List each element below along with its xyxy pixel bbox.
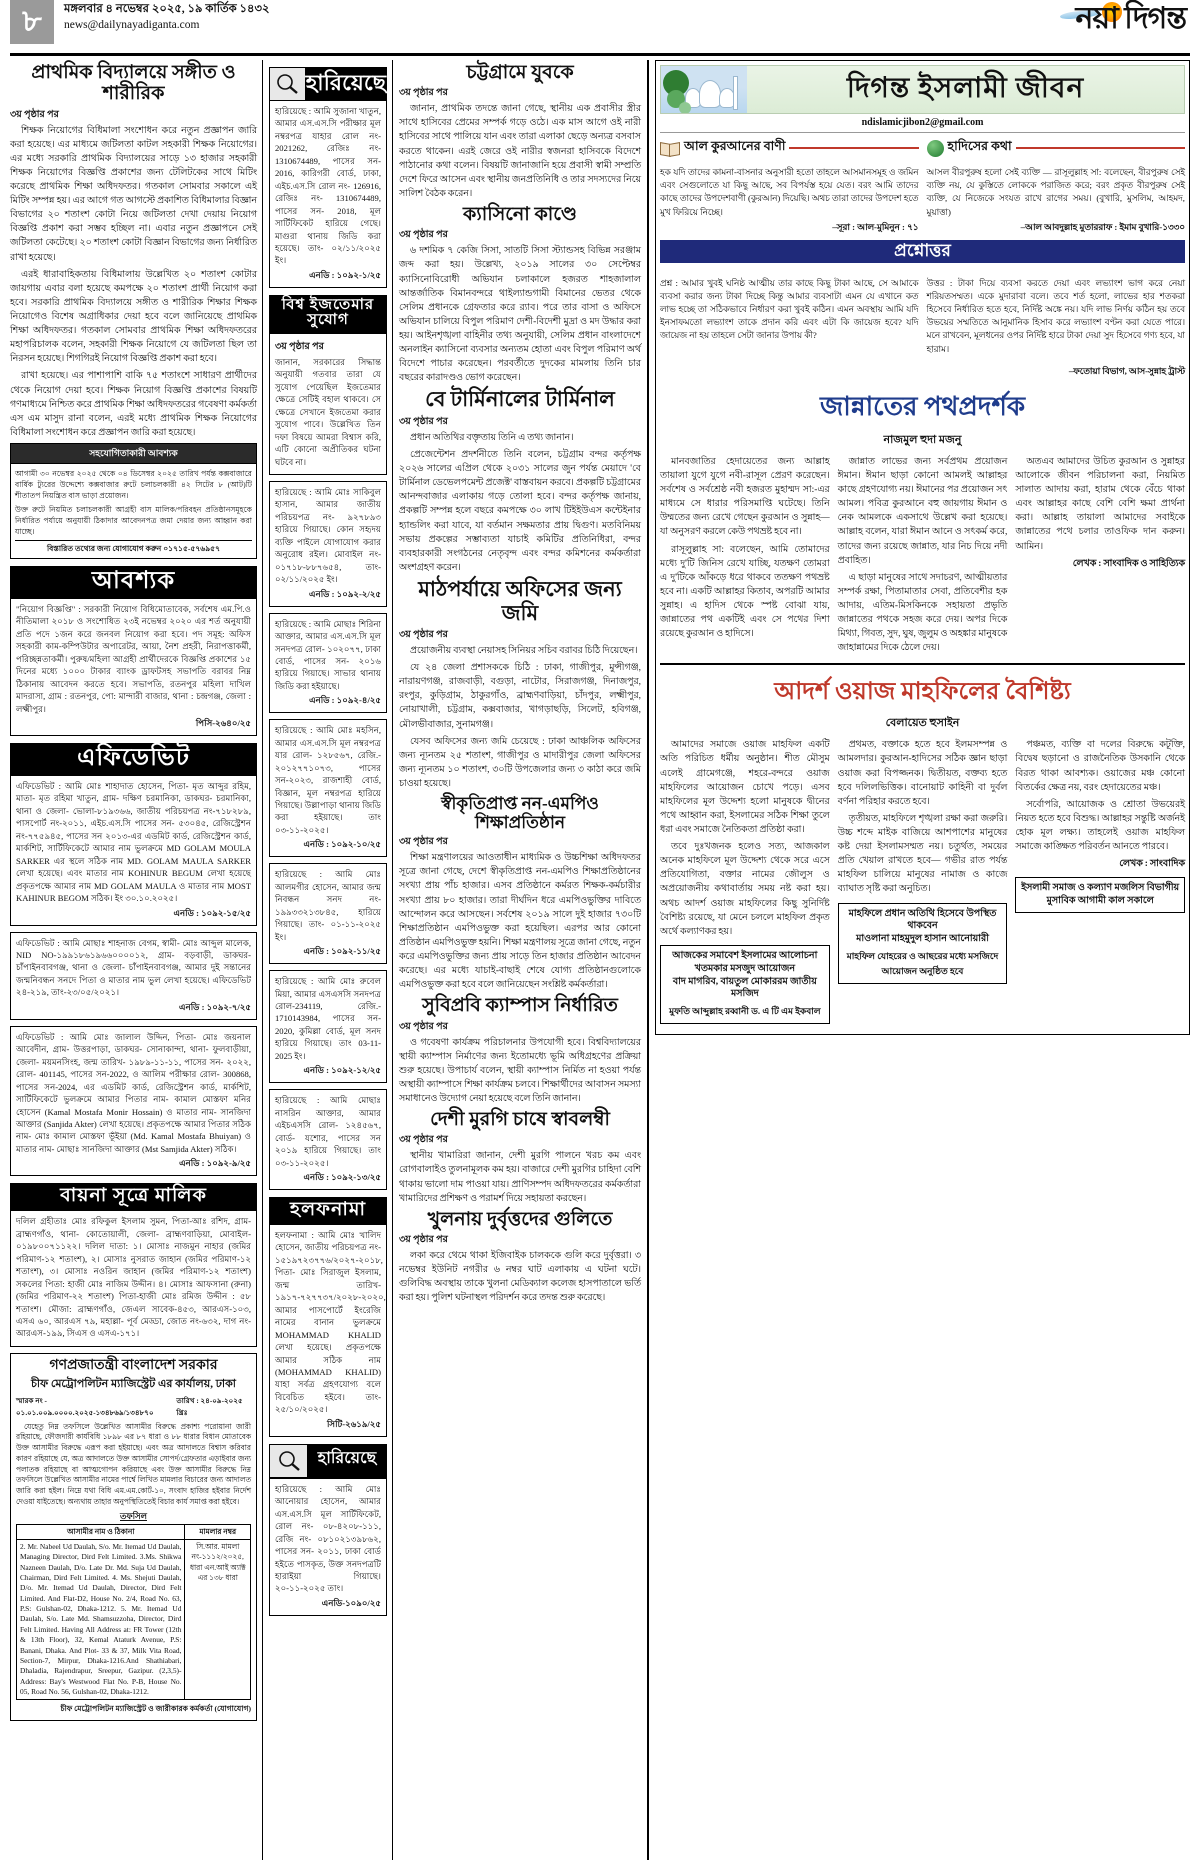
ad-reference: এনডি-১০৯০/২৫ xyxy=(321,1597,381,1608)
feature-byline-jannat: নাজমুল হুদা মজনু xyxy=(883,433,962,446)
ad-reference: এনডি : ১০৯২-১/২৫ xyxy=(309,269,381,280)
ad-bayna xyxy=(10,1210,257,1347)
column-lost-found xyxy=(269,60,393,1860)
jump-line: ৩য় পৃষ্ঠার পর xyxy=(275,341,324,352)
ad-lost xyxy=(269,970,387,1083)
section-divider xyxy=(660,663,1185,665)
article-paragraph: প্রেজেন্টেশন প্রদর্শনীতে তিনি বলেন, চট্টগ্রাম বন্দর কর্তৃপক্ষ ২০২৬ সালের এপ্রিল থেকে ২০৩১ সালের জুন পর্যন্ত মেয়াদে 'বে টার্মিনাল ডেভেলপমেন্ট প্রজেক্ট' বাস্তবায়ন করবে। প্রকল্পটি চট্টগ্রামের আনন্দবাজার এলাকায় গড়ে তোলা হবে। বন্দর কর্তৃপক্ষ জানায়, প্রকল্পটি সম্পন্ন হলে বছরে কমপক্ষে ৩০ লাখ টিইইউএস কন্টেইনার হ্যান্ডলিং করা যাবে, যা বর্তমান সক্ষমতার প্রায় দ্বিগুণ। মতবিনিময় সভায় প্রকল্পের সম্ভাব্যতা যাচাই কমিটির প্রতিনিধিরা, বন্দর ব্যবহারকারী সংগঠনের নেতৃবৃন্দ এবং বন্দর কমিশনের কর্মকর্তারা অংশগ্রহণ করেন। xyxy=(399,450,641,573)
ad-affidavit xyxy=(10,1026,257,1177)
ad-lost xyxy=(269,863,387,964)
quran-label: আল কুরআনের বাণী xyxy=(684,139,786,153)
govt-signoff: চীফ মেট্রোপলিটন ম্যাজিস্ট্রেট ও জারীকারক কর্মকর্তা (যোগাযোগ) xyxy=(60,1704,251,1714)
open-book-icon xyxy=(660,141,680,155)
cell-accused-name: 2. Mr. Nabeel Ud Daulah, S/o. Mr. Itemad Ud Daulah, Managing Director, Dird Felt Limited. 3.Ms. Shikwa Nazneen Daulah, D/o. Late Dr. Md. Suja Ud Daulah, Chairman, Dird Felt Limited. 4. Ms. Shejuti Daulah, D/o. Mr. Itemad Ud Daulah, Director, Dird Felt Limited. And Flat-D2, House No. 2/4, Road No. 63, P.S: Gulshan-02, Dhaka-1212. 5. Mr. Itemad Ud Daulah, S/o. Late Md. Shamsuzzoha, Director, Dird Felt Limited. Having All Address at: FR Tower (12th & 13th Floor), 32, Kemal Ataturk Avenue, P.S: Banani, Dhaka. And Plot- 33 & 37, Milk Vita Road, Section-7, Mirpur, Dhaka-1216.And Shathiabari, Dhaladia, Rajendrapur, Sreepur, Gazipur. (2,3,5)- Address: Bay's Westwood Flat No. P-B, House No. 05, Road No. 56, Gulshan-02, Dhaka-1212. xyxy=(17,1539,185,1699)
masthead-meta xyxy=(64,0,269,33)
brand-name: নয়া দিগন্ত xyxy=(1075,2,1186,35)
govt-notice xyxy=(10,1353,257,1721)
dome-icon xyxy=(699,80,721,108)
hadith-block xyxy=(927,163,1186,234)
feature-title-jannat: জান্নাতের পথপ্রদর্শক xyxy=(819,391,1026,421)
article-paragraph: যে ২৪ জেলা প্রশাসককে চিঠি : ঢাকা, গাজীপুর, মুন্সীগঞ্জ, নারায়ণগঞ্জ, রাজবাড়ী, বগুড়া, নাটোর, সিরাজগঞ্জ, দিনাজপুর, রংপুর, কুড়িগ্রাম, ঠাকুরগাঁও, ব্রাহ্মণবাড়িয়া, চাঁদপুর, লক্ষ্মীপুর, নোয়াখালী, চট্টগ্রাম, কক্সবাজার, খাগড়াছড়ি, সিলেট, হবিগঞ্জ, মৌলভীবাজার, সুনামগঞ্জ। xyxy=(399,663,641,730)
ad-text: হারিয়েছে : আমি মোছাঃ নাসরিন আক্তার, আমার এইচএসসি রোল- ১২৪৫৬৭, বোর্ড- যশোর, পাসের সন ২০১৯ হারিয়ে গিয়াছে। তাং ০৩-১১-২০২৫। xyxy=(275,1095,381,1168)
tender-line: উক্ত রুটে নিয়মিত চলাচলকারী আগ্রহী বাস মালিক/পরিবহন প্রতিষ্ঠানসমূহকে নির্ধারিত পর্যায়ে অনুযায়ী ঠিকাদার আবেদনপত্র জমা দেয়ার জন্য আহ্বান করা যাচ্ছে। xyxy=(15,504,252,536)
event-line: আজকের সমাবেশ ইসলামের আলোচনা xyxy=(672,950,818,961)
feature-col xyxy=(1015,738,1185,1030)
feature-col xyxy=(660,455,830,659)
event-line: খতমকার মসজুদ আয়োজন xyxy=(694,963,796,974)
table-header-row xyxy=(17,1524,251,1539)
page-masthead xyxy=(10,0,1190,52)
hadith-badge-icon xyxy=(927,140,944,157)
feature-col xyxy=(838,738,1008,1030)
banner-bish-ijtema: বিশ্ব ইজতেমার সুযোগ xyxy=(269,295,387,333)
feature-byline-waz: বেলায়েত হুসাইন xyxy=(885,717,960,730)
ad-reference: এনডি : ১০৯২-১৫/২৫ xyxy=(173,907,251,918)
event-line: মুসাবিক আগামী কাল সকালে xyxy=(1046,896,1154,907)
article-bish-ijtema xyxy=(269,333,387,475)
banner-required: আবশ্যক xyxy=(10,566,257,598)
qa-answer: উত্তর : টাকা দিয়ে ব্যবসা করতে দেয়া এবং লভ্যাংশ ভাগ করে নেয়া শরিয়তসম্মত। একে মুদারাবা বলে। তবে শর্ত হলো, লাভের হার শতকরা হিসেবে নির্ধারিত হতে হবে, নির্দিষ্ট অঙ্কে নয়। যদি লাভ নির্ণয় কঠিন হয় তবে উভয়ের সম্মতিতে আনুমানিক হিসাব করে লভ্যাংশ বণ্টন করা যেতে পারে। মনে রাখবেন, মূলধনের ওপর নির্দিষ্ট হারে টাকা দেয়া সুদ হিসেবে গণ্য হবে, যা হারাম। xyxy=(926,277,1185,354)
ad-text: "নিয়োগ বিজ্ঞপ্তি" : সরকারী নিয়োগ বিধিমোতাবেক, সর্বশেষ এম.পি.ও নীতিমালা ২০১৮ ও সংশোধিত ২৩ই নভেম্বর ২০২০ এর শর্ত অনুযায়ী প্রতি পদে ১জন করে জনবল নিয়োগ করা হবে। পদ সমূহ: অফিস সহকারী কাম-কম্পিউটার অপারেটর, আয়া, নৈশ প্রহরী, নিরাপত্তাকর্মী, পরিচ্ছন্নতাকর্মী। পুরুষ/মহিলা আগ্রহী প্রার্থীদেরকে বিজ্ঞপ্তি প্রকাশের ১৫ দিনের মধ্যে ১০০০ টাকার ব্যাংক ড্রাফটসহ সভাপতি বরাবর নিম্ন ঠিকানায় আবেদন করতে হবে। সভাপতি, রতনপুর মহিলা দাখিল মাদরাসা, গ্রাম : রতনপুর, পো: মান্দারী বাজার, থানা : চন্দ্রগঞ্জ, জেলা : লক্ষ্মীপুর। xyxy=(16,603,251,714)
lost-found-title: হারিয়েছে xyxy=(305,69,386,95)
article-paragraph: জানান, প্রাথমিক তদন্তে জানা গেছে, স্থানীয় এক প্রবাসীর স্ত্রীর সাথে হাসিবের প্রেমের সম্পর্ক গড়ে ওঠে। এক মাস আগে ওই নারী হাসিবের সাথে পালিয়ে যান এবং তারা এলাকা ছেড়ে অন্যত্র বসবাস করতে থাকেন। এরই জেরে ওই নারীর স্বজনরা হাসিবকে বিদেশে পাঠানোর কথা বলেন। বিষয়টি জানাজানি হয়ে প্রবাসী স্বামী সম্প্রতি দেশে ফিরে আসেন এবং স্থানীয় জনপ্রতিনিধি ও তার সদস্যদের নিয়ে সালিশ বৈঠক করেন। xyxy=(399,104,641,199)
islamic-section xyxy=(655,60,1190,1860)
hadith-source: –আল আবদুল্লাহ মুতাররাফ : ইমাম বুখারি-১৩৩০ xyxy=(1020,221,1185,232)
govt-title: গণপ্রজাতন্ত্রী বাংলাদেশ সরকার xyxy=(49,1357,218,1373)
hadith-label: হাদিসের কথা xyxy=(947,139,1012,153)
govt-subtitle: চীফ মেট্রোপলিটন ম্যাজিস্ট্রেট এর কার্যালয়, ঢাকা xyxy=(30,1377,237,1390)
newsroom-email: news@dailynayadiganta.com xyxy=(64,18,200,31)
article-paragraph: এরই ধারাবাহিকতায় বিধিমালায় উল্লেখিত ২০ শতাংশ কোটার জায়গায় এবার বলা হয়েছে কমপক্ষে ২০ শতাংশ প্রার্থী নিয়োগ করা হবে। সরকারি প্রাথমিক বিদ্যালয়ে সঙ্গীত ও শারীরিক শিক্ষার শিক্ষক নিয়োগেও বিশেষ অগ্রাধিকার দেয়া হবে বলে জানিয়েছে প্রাথমিক শিক্ষা অধিদফতর। গতকাল সোমবার প্রাথমিক শিক্ষা অধিদফতরের মহাপরিচালক বলেন, সহকারী শিক্ষক নিয়োগে যে জটিলতা ছিল তা নিরসন হয়েছে। শিগগিরই নিয়োগ বিজ্ঞপ্তি প্রকাশ করা হবে। xyxy=(10,269,257,365)
feature-title-waz: আদর্শ ওয়াজ মাহফিলের বৈশিষ্ট্য xyxy=(774,679,1071,706)
feature-author-note: লেখক : সাংবাদিক ও সাহিত্যিক xyxy=(1072,558,1186,569)
ad-affidavit xyxy=(10,932,257,1020)
rule-line xyxy=(789,147,918,149)
ad-reference: এনডি : ১০৯২-১১/২৫ xyxy=(303,946,381,957)
event-line: বাদ মাগরিব, বায়তুল মোকাররম জাতীয় মসজিদ xyxy=(672,976,817,1000)
article-paragraph: শিক্ষক নিয়োগের বিধিমালা সংশোধন করে নতুন প্রজ্ঞাপন জারি করা হয়েছে। এর মাধ্যমে জটিলতা কাটল সহকারী শিক্ষক নিয়োগের। এর মধ্যে সরকারি প্রাথমিক বিদ্যালয়ের সাড়ে ১৩ হাজার সহকারী শিক্ষক নিয়োগের বিজ্ঞপ্তি প্রকাশের জন্য টেলিটকের সাথে মিটিং করেছে প্রাথমিক শিক্ষা অধিদফতর। গতকাল সোমবার সকালে এই মিটিং সম্পন্ন হয়। এর আগে গত আগস্টে প্রকাশিত বিধিমালার বিজ্ঞান বিভাগের ২০ শতাংশ কোটা নিয়ে জটিলতা দেখা দেয়ায় নিয়োগ বিজ্ঞপ্তি প্রকাশ করা সম্ভব হচ্ছিল না। এবার নতুন প্রজ্ঞাপনে সেই জটিলতা কেটেছে। ২০ শতাংশ কোটা বিজ্ঞান বিভাগের জন্য নির্ধারিত রাখা হয়েছে। xyxy=(10,125,257,263)
islamic-verse-row xyxy=(660,163,1185,234)
page-columns xyxy=(10,60,1190,1860)
feature-paragraph: এ ছাড়া মানুষের সাথে সদাচরণ, আত্মীয়তার সম্পর্ক রক্ষা, পিতামাতার সেবা, প্রতিবেশীর হক আদায়, এতিম-মিসকিনকে সহায়তা প্রভৃতি জান্নাতের পথকে সহজ করে দেয়। অপর দিকে মিথ্যা, গিবত, সুদ, ঘুষ, জুলুম ও অহঙ্কার মানুষকে জাহান্নামের দিকে ঠেলে দেয়। xyxy=(837,572,1008,654)
islamic-section-title: দিগন্ত ইসলামী জীবন xyxy=(846,73,1085,104)
feature-paragraph: রাসূলুল্লাহ সা: বলেছেন, আমি তোমাদের মধ্যে দু'টি জিনিস রেখে যাচ্ছি, যতক্ষণ তোমরা এ দু'টিকে আঁকড়ে ধরে থাকবে ততক্ষণ পথভ্রষ্ট হবে না। একটি আল্লাহর কিতাব, অপরটি আমার সুন্নাহ। এ হাদিস থেকে স্পষ্ট বোঝা যায়, জান্নাতের পথ একটিই এবং সে পথের দিশা রয়েছে কুরআন ও হাদিসে। xyxy=(660,544,830,640)
headline-khulna-shooting: খুলনায় দুর্বৃত্তদের গুলিতে xyxy=(427,1208,613,1230)
ad-text: হারিয়েছে : আমি মোছাঃ শিরিনা আক্তার, আমার এস.এস.সি মূল সনদপত্র রোল- ১০২০৭৭, ঢাকা বোর্ড, পাসের সন- ২০১৬ হারিয়ে গিয়াছে। সাভার থানায় জিডি করা হইয়াছে। xyxy=(275,618,381,691)
ad-text: এফিডেভিট : আমি মোঃ জালাল উদ্দিন, পিতা- মোঃ জয়নাল আবেদীন, গ্রাম- উত্তরপাড়া, ডাকঘর- সোনাকান্দা, থানা- ফুলবাড়ীয়া, জেলা- ময়মনসিংহ, জন্ম তারিখ- ১৯৮৯-১১-১১, পাসের সন- ২০২২, রোল- 401145, পাসের সন-2022, ও আলিম পরীক্ষার রোল- 300868, পাসের সন-2024, এর এডমিট কার্ড, রেজিস্ট্রেশন কার্ড, মার্কশিট, সার্টিফিকেটে ভুলক্রমে আমার পিতার নাম- কামাল মোস্তফা মনির হোসেন (Kamal Mostafa Monir Hossain) ও মাতার নাম- সানজিদা আক্তার (Sanjida Akter) লেখা হয়েছে। প্রকৃতপক্ষে আমার পিতার সঠিক নাম- মোঃ কামাল মোস্তফা ভূঁইয়া (Md. Kamal Mostafa Bhuiyan) ও মাতার নাম- মোছাঃ সানজিদা আক্তার (Mst Samjida Akter) সঠিক। xyxy=(16,1031,251,1154)
jump-line: ৩য় পৃষ্ঠার পর xyxy=(399,630,448,641)
ad-text: হারিয়েছে : আমি মোঃ আলমগীর হোসেন, আমার জন্ম নিবন্ধন সনদ নং- ১৯৯৩৩২১৩৮৪৫, হারিয়ে গিয়াছে। তাং- ০১-১১-২০২৫ ইং। xyxy=(275,869,381,942)
ad-reference: এনডি : ১০৯২-২/২৫ xyxy=(309,588,381,599)
qa-body xyxy=(660,268,1185,378)
feature-paragraph: তবে দুঃখজনক হলেও সত্য, আজকাল অনেক মাহফিলে মূল উদ্দেশ্য থেকে সরে এসে প্রতিযোগিতা, বক্তার নামের জৌলুস ও অপ্রয়োজনীয় কথাবার্তায় সময় নষ্ট করা হয়। অথচ আদর্শ ওয়াজ মাহফিলের কিছু সুনির্দিষ্ট বৈশিষ্ট্য রয়েছে, যা মেনে চললে মাহফিল প্রকৃত অর্থে কল্যাণকর হয়। xyxy=(660,842,830,937)
event-line: মাওলানা মাহমুদুল হাসান আনোয়ারী xyxy=(856,934,989,945)
govt-memo-date: তারিখ : ২৪-০৯-২০২৫ খ্রিঃ xyxy=(176,1396,243,1417)
magnifier-icon xyxy=(270,68,306,100)
page-number: ৮ xyxy=(10,0,54,44)
jump-line: ৩য় পৃষ্ঠার পর xyxy=(399,416,448,427)
jump-line: ৩য় পৃষ্ঠার পর xyxy=(399,1135,448,1146)
article-paragraph: লকা করে থেমে থাকা ইজিবাইক চালককে গুলি করে দুর্বৃত্তরা। ৩ নভেম্বর ইউনিট নগরীর ৬ নম্বর ঘাট এলাকায় এ ঘটনা ঘটে। গুলিবিদ্ধ অবস্থায় তাকে খুলনা মেডিক্যাল কলেজ হাসপাতালে ভর্তি করা হয়। পুলিশ ঘটনাস্থল পরিদর্শন করে তদন্ত শুরু করেছে। xyxy=(399,1251,641,1304)
ad-affidavit xyxy=(10,775,257,926)
ad-reference: সিটি-২৬১৯/২৫ xyxy=(326,1418,381,1429)
article-paragraph: ৬ দশমিক ৭ কেজি সিসা, সাতটি সিসা স্ট্যান্ডসহ বিভিন্ন সরঞ্জাম জব্দ করা হয়। উল্লেখ্য, ২০১৯ সালের ৩০ সেপ্টেম্বর ক্যাসিনোবিরোধী অভিযান চলাকালে হজরত শাহজালাল আন্তর্জাতিক বিমানবন্দরে থাইল্যান্ডগামী বিমানের ভেতর থেকে সেলিম প্রধানকে গ্রেফতার করে র‌্যাব। পরে তার বাসা ও অফিসে অভিযান চালিয়ে বিপুল পরিমাণ দেশী-বিদেশী মুদ্রা ও মদ উদ্ধার করা হয়। আইনশৃঙ্খলা বাহিনীর তথ্য অনুযায়ী, সেলিম প্রধান বাংলাদেশে অনলাইন ক্যাসিনো ব্যবসার অন্যতম হোতা এবং বিপুল পরিমাণ অর্থ বিদেশে পাচার করেছেন। পরবর্তীতে দুদকের মামলায় তিনি চার বছরের কারাদণ্ডও ভোগ করেছেন। xyxy=(399,246,641,384)
banner-bayna: বায়না সূত্রে মালিক xyxy=(10,1183,257,1210)
feature-paragraph: সর্বোপরি, আয়োজক ও শ্রোতা উভয়েরই নিয়ত হতে হবে বিশুদ্ধ। আল্লাহর সন্তুষ্টি অর্জনই হোক মূল লক্ষ্য। তাহলেই ওয়াজ মাহফিল সমাজে কাঙ্ক্ষিত পরিবর্তন আনতে পারবে। xyxy=(1015,799,1186,853)
ad-lost xyxy=(269,481,387,607)
ad-text: হলফনামা : আমি মোঃ খালিদ হোসেন, জাতীয় পরিচয়পত্র নং- ১৫১৯৭২৩৭৭৬/২০২৭-২০১৮, পিতা- মোঃ সিরাজুল ইসলাম, জন্ম তারিখ- ১৯১৭-৭২৭৭৩৭/২০২৮-২০২০, আমার পাসপোর্টে ইংরেজি নামের বানান ভুলক্রমে MOHAMMAD KHALID লেখা হয়েছে। প্রকৃতপক্ষে আমার সঠিক নাম (MOHAMMAD KHALID) যাহা সর্বত্র গ্রহণযোগ্য বলে বিবেচিত হইবে। তাং- ২৫/১০/২০২৫। xyxy=(275,1230,386,1415)
islamic-header xyxy=(660,65,1185,114)
tender-line: আগামী ৩০ নভেম্বর ২০২৫ থেকে ০৪ ডিসেম্বর ২০২৫ তারিখ পর্যন্ত কক্সবাজারে বার্ষিক ট্যুরের উদ্দেশ্যে কক্সবাজার রুটে চলাচলকারী ৪২ সিটের ৮ (আট)টি শীতাতপ নিয়ন্ত্রিত বাস ভাড়া প্রয়োজন। xyxy=(15,468,252,500)
jump-line: ৩য় পৃষ্ঠার পর xyxy=(399,1235,448,1246)
ad-text: এফিডেভিট : আমি মোছাঃ শাহনাজ বেগম, স্বামী- মোঃ আব্দুল মালেক, NID NO-১৯৯১৮৬১৯৬৬০০০০১২, গ্রাম- বড়বাড়ী, ডাকঘর- চাঁপাইনবাবগঞ্জ, থানা ও জেলা- চাঁপাইনবাবগঞ্জ, আমার দুই সন্তানের জন্মনিবন্ধন সনদে পিতা ও মাতার নাম ভুল লেখা হয়েছে। এফিডেভিট ২৪-২১৯, তাং-২৩/০৫/২০২১। xyxy=(16,937,251,998)
ad-reference: এনডি : ১০৯২-১০/২৫ xyxy=(303,839,381,850)
tender-contact: বিস্তারিত তথ্যের জন্য যোগাযোগ করুন ০১৭১৫-৫৭৬৯৫৭ xyxy=(15,540,252,554)
ad-text: হারিয়েছে : আমি সুজানা খাতুন, আমার এস.এস.সি পরীক্ষার মূল নম্বরপত্র যাহার রোল নং- 2021262, রেজিঃ নং- 1310674489, পাসের সন- 2016, কারিগরী বোর্ড, ঢাকা, এইচ.এস.সি রোল নং- 126916, রেজিঃ নং- 1310674489, পাসের সন- 2018, মূল সার্টিফিকেট হারিয়ে গেছে। মাগুরা থানায় জিডি করা হয়েছে। তাং- ০২/১১/২০২৫ ইং। xyxy=(275,106,381,266)
feature-col xyxy=(660,738,830,1030)
schedule-caption: তফসিল xyxy=(120,1510,147,1521)
banner-halafnama: হলফনামা xyxy=(269,1197,387,1224)
hadith-subheader xyxy=(927,138,1186,158)
ad-reference: এনডি : ১০৯২-৭/২৫ xyxy=(179,1001,251,1012)
feature-paragraph: অতএব আমাদের উচিত কুরআন ও সুন্নাহর আলোকে জীবন পরিচালনা করা, নিয়মিত সালাত আদায় করা, হারাম থেকে বেঁচে থাকা এবং আল্লাহর কাছে বেশি বেশি ক্ষমা প্রার্থনা করা। আল্লাহ তায়ালা আমাদের সবাইকে জান্নাতের পথে চলার তাওফিক দান করুন। আমিন। xyxy=(1015,456,1186,552)
column-classifieds-left xyxy=(10,60,263,1860)
article-paragraph: শিক্ষা মন্ত্রণালয়ের আওতাধীন মাধ্যমিক ও উচ্চশিক্ষা অধিদফতর সূত্রে জানা গেছে, দেশে স্বীকৃতিপ্রাপ্ত নন-এমপিও শিক্ষাপ্রতিষ্ঠানের সংখ্যা প্রায় পাঁচ হাজার। এসব প্রতিষ্ঠানে কর্মরত শিক্ষক-কর্মচারীর সংখ্যা প্রায় ৮০ হাজার। তারা দীর্ঘদিন ধরে এমপিওভুক্তির দাবিতে আন্দোলন করে আসছেন। সর্বশেষ ২০১৯ সালে দুই হাজার ৭৩০টি শিক্ষাপ্রতিষ্ঠান এমপিওভুক্ত করা হয়েছিল। এরপর আর কোনো প্রতিষ্ঠান এমপিওভুক্ত হয়নি। শিক্ষা মন্ত্রণালয় সূত্রে জানা গেছে, নতুন করে এমপিওভুক্তির জন্য প্রায় সাড়ে তিন হাজার প্রতিষ্ঠান আবেদন করেছে। এর মধ্যে যাচাই-বাছাই শেষে যোগ্য প্রতিষ্ঠানগুলোকে এমপিওভুক্ত করা হবে বলে জানিয়েছেন সংশ্লিষ্ট কর্মকর্তারা। xyxy=(399,853,641,991)
ad-required xyxy=(10,598,257,736)
headline-subiprabi-campus: সুবিপ্রবি ক্যাম্পাস নির্ধারিত xyxy=(422,995,618,1017)
feature-columns-jannat xyxy=(660,455,1185,659)
feature-columns-waz xyxy=(660,738,1185,1030)
article-paragraph: ও গবেষণা কার্যক্রম পরিচালনার উপযোগী হবে। বিশ্ববিদ্যালয়ের স্থায়ী ক্যাম্পাস নির্মাণের জন্য ইতোমধ্যে ভূমি অধিগ্রহণের প্রক্রিয়া শুরু হয়েছে। উপাচার্য বলেন, স্থায়ী ক্যাম্পাস নির্মিত না হওয়া পর্যন্ত অস্থায়ী ক্যাম্পাসে শিক্ষা কার্যক্রম চলবে। শিক্ষার্থীদের আবাসন সমস্যা সমাধানেও উদ্যোগ নেয়া হয়েছে বলে তিনি জানান। xyxy=(399,1037,641,1104)
green-circle-icon xyxy=(679,102,691,113)
publication-date: মঙ্গলবার ৪ নভেম্বর ২০২৫, ১৯ কার্তিক ১৪৩২ xyxy=(64,3,270,15)
article-text: জানান, সরকারের সিদ্ধান্ত অনুযায়ী গতবার তারা যে সুযোগ পেয়েছিল ইজতেমার ক্ষেত্রে সেটিই বহাল থাকবে। সে ক্ষেত্রে সেখানে ইজতেমা করার সুযোগ পাবে। উল্লেখিত তিন দফা বিষয়ে আমরা বিশ্বাস করি, এটি কোনো অপ্রীতিকর ঘটনা ঘটবে না। xyxy=(275,356,381,467)
event-notice-box xyxy=(660,945,830,1024)
ad-text: এফিডেভিট : আমি মোঃ শাহাদাত হোসেন, পিতা- মৃত আব্দুর রহিম, মাতা- মৃত রহিমা খাতুন, গ্রাম- দক্ষিণ চরমানিকা, ডাকঘর- চরমানিকা, থানা ও জেলা- ভোলা-৮১৯৩৬৬, জাতীয় পরিচয়পত্র নং-৭১৮২৮৯, পাসপোর্ট নং-২০১১, এইচ.এস.সি পাসের সন- ৫৩০৪৫, রেজিস্ট্রেশন নং-৭৭৫৯৪৫, পাসের সন ২০১৩-এর এডমিট কার্ড, রেজিস্ট্রেশন কার্ড, মার্কশিট, সার্টিফিকেটে আমার নাম ভুলক্রমে MD GOLAM MOULA SARKER এর স্থলে সঠিক নাম MD. GOLAM MAULA SARKER লেখা হয়েছে। এবং মাতার নাম KOHINUR BEGUM লেখা হয়েছে প্রকৃতপক্ষে আমার নাম MD GOLAM MAULA ও মাতার নাম MOST KAHINUR BEGOM সঠিক। ইং ৩০.১০.২০২৫। xyxy=(16,781,251,904)
govt-memo-number: স্মারক নং - ০১.০১.০০৯.০০০০.২০২৫-১৩৪৮৬৯/১৩৪৮৭০ xyxy=(16,1396,154,1417)
ad-halafnama xyxy=(269,1224,387,1437)
qa-signature: –ফতোয়া বিভাগ, আস-সুন্নাহ ট্রাস্ট xyxy=(1068,365,1185,376)
jump-line: ৩য় পৃষ্ঠার পর xyxy=(399,230,448,241)
headline-primary-education: প্রাথমিক বিদ্যালয়ে সঙ্গীত ও শারীরিক xyxy=(31,62,236,105)
cell-case-number: সি.আর. মামলা নং-১১১২/২০২৫, ধারা এন.আই অ্যাক্ট এর ১৩৮ ধারা xyxy=(185,1539,251,1699)
event-line: মাহফিলে প্রধান অতিথি হিসেবে উপস্থিত থাকবেন xyxy=(848,908,997,932)
article-paragraph: প্রধান অতিথির বক্তৃতায় তিনি এ তথ্য জানান। xyxy=(410,432,574,443)
headline-casino: ক্যাসিনো কাণ্ডে xyxy=(462,204,578,226)
tender-notice-title: সহযোগিতাকারী আবশ্যক xyxy=(10,443,257,464)
article-paragraph: রাখা হয়েছে। এর পাশাপাশি বাকি ৭৫ শতাংশে সাধারণ প্রার্থীদের থেকে নিয়োগ দেয়া হবে। শিক্ষক নিয়োগ বিজ্ঞপ্তি প্রকাশের বিষয়টি গণমাধ্যমে নিশ্চিত করে প্রাথমিক শিক্ষা অধিদফতরের গবেষণা কর্মকর্তা এস এম মাসুদ রানা বলেন, এরই মধ্যে প্রাথমিক শিক্ষক নিয়োগের বিধিমালা সংশোধন করে প্রজ্ঞাপন জারি করা হয়েছে। xyxy=(10,371,257,438)
ad-lost xyxy=(269,1478,387,1616)
table-row xyxy=(17,1539,251,1699)
feature-col xyxy=(838,455,1008,659)
magnifier-icon xyxy=(270,1445,308,1477)
ad-text: হারিয়েছে : আমি মোঃ সাকিবুল হাসান, আমার জাতীয় পরিচয়পত্র নং- ৯২৭৮৯৩ হারিয়ে গিয়াছে। কোন সহৃদয় ব্যক্তি পাইলে যোগাযোগ করার অনুরোধ রইল। মোবাইল নং- ০১৭১৮-৮৮৭৬৫৪, তাং- ০২/১১/২০২৫ ইং। xyxy=(275,486,381,585)
headline-non-mpo: স্বীকৃতিপ্রাপ্ত নন-এমপিও শিক্ষাপ্রতিষ্ঠান xyxy=(441,794,599,833)
ad-reference: এনডি : ১০৯২-১৩/২৫ xyxy=(303,1172,381,1182)
govt-memo-row xyxy=(16,1396,251,1420)
ad-lost xyxy=(269,1089,387,1190)
col-header-name: আসামীর নাম ও ঠিকানা xyxy=(17,1524,185,1539)
lost-found-title: হারিয়েছে xyxy=(317,1450,377,1468)
headline-bay-terminal: বে টার্মিনালের টার্মিনাল xyxy=(425,387,615,412)
tender-notice-body xyxy=(10,464,257,559)
banner-lost-found-2 xyxy=(269,1444,387,1478)
rule-line xyxy=(1016,147,1185,149)
feature-paragraph: পঞ্চমত, ব্যক্তি বা দলের বিরুদ্ধে কটূক্তি, বিদ্বেষ ছড়ানো ও রাজনৈতিক উসকানি থেকে বিরত থাকা আবশ্যক। ওয়াজের মঞ্চ কোনো বিতর্কের ক্ষেত্র নয়, বরং হেদায়েতের মঞ্চ। xyxy=(1015,740,1186,793)
article-paragraph: যেসব অফিসের জন্য জমি চেয়েছে : ঢাকা আঞ্চলিক অফিসের জন্য ন্যূনতম ২৫ শতাংশ, গাজীপুর ও মাদারীপুর জেলা অফিসের জন্য ন্যূনতম ১০ শতাংশ, ৩০টি উপজেলার জন্য ৩ কাঠা করে জমি চাওয়া হয়েছে। xyxy=(399,736,641,790)
brand-logo xyxy=(1076,4,1186,34)
qa-bar-title: প্রশ্নোত্তর xyxy=(660,240,1185,263)
ad-lost xyxy=(269,613,387,714)
ad-lost xyxy=(269,719,387,857)
ad-reference: এনডি : ১০৯২-১২/২৫ xyxy=(303,1065,381,1076)
feature-paragraph: আমাদের সমাজে ওয়াজ মাহফিল একটি অতি পরিচিত ধর্মীয় অনুষ্ঠান। শীত মৌসুম এলেই গ্রামেগঞ্জে, শহরে-বন্দরে ওয়াজ মাহফিলের আয়োজন চোখে পড়ে। এসব মাহফিলের মূল উদ্দেশ্য হলো মানুষকে দ্বীনের পথে আহ্বান করা, ইসলামের সঠিক শিক্ষা তুলে ধরা এবং সমাজে নৈতিকতা প্রতিষ্ঠা করা। xyxy=(660,740,830,836)
islamic-subheaders xyxy=(660,138,1185,158)
quran-verse-text: হক যদি তাদের কামনা-বাসনার অনুসারী হতো তাহলে আসমানসমূহ ও জমিন এবং সেগুলোতে যা কিছু আছে, সব বিপর্যস্ত হয়ে যেত। বরং আমি তাদের কাছে তাদের উপদেশবাণী (কুরআন) দিয়েছি। অথচ তারা তাদের উপদেশ হতে মুখ ফিরিয়ে নিচ্ছে। xyxy=(660,167,919,217)
article-paragraph: প্রয়োজনীয় ব্যবস্থা নেয়াসহ সিনিয়র সচিব বরাবর চিঠি দিয়েছেন। xyxy=(410,646,638,657)
quran-subheader xyxy=(660,138,919,158)
event-speaker: মুফতি আব্দুল্লাহ রব্বানী ড. এ টি এম ইকবাল xyxy=(669,1006,821,1017)
banner-lost-found xyxy=(269,67,387,101)
islamic-masthead-box xyxy=(655,60,1190,1035)
quran-verse-block xyxy=(660,163,919,234)
ad-lost xyxy=(269,101,387,288)
islamic-section-email: ndislamicjibon2@gmail.com xyxy=(660,114,1185,133)
accused-table xyxy=(16,1524,251,1701)
masthead-divider xyxy=(10,53,1190,56)
minaret-icon xyxy=(733,76,738,110)
feature-col xyxy=(1015,455,1185,659)
article-paragraph: স্থানীয় খামারিরা জানান, দেশী মুরগি পালনে খরচ কম এবং রোগবালাইও তুলনামূলক কম হয়। বাজারে দেশী মুরগির চাহিদা বেশি থাকায় ভালো দাম পাওয়া যায়। প্রাণিসম্পদ অধিদফতরের কর্মকর্তারা খামারিদের প্রশিক্ষণ ও পরামর্শ দিয়ে সহায়তা করছেন। xyxy=(399,1151,641,1204)
jump-line: ৩য় পৃষ্ঠার পর xyxy=(399,88,448,99)
ad-reference: এনডি : ১০৯২-৪/২৫ xyxy=(309,695,381,706)
ad-text: হারিয়েছে : আমি মোঃ রুবেল মিয়া, আমার এসএসসি সনদপত্র রোল-234119, রেজি.- 1710143984, পাসের সন- 2020, কুমিল্লা বোর্ড, মূল সনদ হারিয়ে গিয়াছে। তাং 03-11-2025 ইং। xyxy=(275,976,381,1061)
event-notice-box xyxy=(838,903,1008,984)
event-speaker: মাহফিল যোহরের ও আছরের মধ্যে মসজিদে আয়োজন অনুষ্ঠিত হবে xyxy=(846,951,999,977)
feature-paragraph: প্রথমত, বক্তাকে হতে হবে ইলমসম্পন্ন ও আমলদার। কুরআন-হাদিসের সঠিক জ্ঞান ছাড়া ওয়াজ করা বিপজ্জনক। দ্বিতীয়ত, বক্তব্য হতে হবে দলিলভিত্তিক। বানোয়াট কাহিনী বা দুর্বল বর্ণনা পরিহার করতে হবে। xyxy=(837,740,1008,807)
banner-affidavit: এফিডেভিট xyxy=(10,743,257,775)
jump-line: ৩য় পৃষ্ঠার পর xyxy=(399,837,448,848)
quran-source: –সূরা : আল-মুমিনুন : ৭১ xyxy=(832,221,919,232)
event-notice-box xyxy=(1015,877,1185,913)
event-line: ইসলামী সমাজ ও কল্যাণ মজলিস বিভাগীয় xyxy=(1021,883,1180,894)
jump-line: ৩য় পৃষ্ঠার পর xyxy=(399,1021,448,1032)
feature-paragraph: তৃতীয়ত, মাহফিলে শৃঙ্খলা রক্ষা করা জরুরি। উচ্চ শব্দে মাইক বাজিয়ে আশপাশের মানুষের কষ্ট দেয়া ইসলামসম্মত নয়। চতুর্থত, সময়ের প্রতি খেয়াল রাখতে হবে— গভীর রাত পর্যন্ত মাহফিল চালিয়ে মানুষের নামাজ ও কাজে ব্যাঘাত সৃষ্টি করা অনুচিত। xyxy=(837,813,1008,895)
headline-field-office-land: মাঠপর্যায়ে অফিসের জন্য জমি xyxy=(418,577,622,625)
column-news-jumps xyxy=(399,60,649,1860)
hadith-text: আসল বীরপুরুষ হলো সেই ব্যক্তি — রাসূলুল্লাহ সা: বলেছেন, বীরপুরুষ সেই ব্যক্তি নয়, যে কুস্তিতে লোককে পরাজিত করে; বরং প্রকৃত বীরপুরুষ সেই ব্যক্তি, যে নিজেকে সংযত রাখে রাগের সময়। (বুখারি, মুসলিম, আহমদ, মুয়াত্তা) xyxy=(926,167,1185,217)
feature-paragraph: জান্নাত লাভের জন্য সর্বপ্রথম প্রয়োজন ঈমান। ঈমান ছাড়া কোনো আমলই আল্লাহর কাছে গ্রহণযোগ্য নয়। ঈমানের পর প্রয়োজন সৎ আমল। পবিত্র কুরআনে বহু জায়গায় ঈমান ও নেক আমলকে একসাথে উল্লেখ করা হয়েছে। আল্লাহ বলেন, যারা ঈমান আনে ও সৎকর্ম করে, তাদের জন্য রয়েছে জান্নাত, যার নিচ দিয়ে নদী প্রবাহিত। xyxy=(837,456,1008,566)
ad-reference: এনডি : ১০৯২-৯/২৫ xyxy=(179,1158,251,1169)
ad-reference: পিসি-২৬৪০/২৫ xyxy=(195,718,251,729)
headline-chittagong: চট্টগ্রামে যুবকে xyxy=(466,62,574,83)
col-header-case: মামলার নম্বর xyxy=(185,1524,251,1539)
ad-text: হারিয়েছে : আমি মোঃ আনোয়ার হোসেন, আমার এস.এস.সি মূল সার্টিফিকেট, রোল নং- ০৮-৪২০৮-১১১, রেজি নং- ০৮১০২১৩৯৮৬২, পাসের সন- ২০১১, ঢাকা বোর্ড হইতে পাসকৃত, উক্ত সনদপত্রটি হারাইয়া গিয়াছে। ২০-১১-২০২৫ তাং। xyxy=(275,1483,381,1594)
ad-text: দলিল গ্রহীতাঃ মোঃ রফিকুল ইসলাম সুমন, পিতা-আঃ রশিদ, গ্রাম- ব্রাহ্মণগাঁও, থানা- কোতোয়ালী, জেলা- ব্রাহ্মণবাড়িয়া, মোবাইল- ০১৯৮০০৭১১২২। দলিল দাতা: ১। মোসাঃ নাজমুন নাহার (জমির পরিমাণ-১২ শতাংশ), ২। মোসাঃ নুসরাত জাহান (জমির পরিমাণ-১২ শতাংশ), ৩। মোসাঃ নওরিন জাহান (জমির পরিমাণ-১২ শতাংশ) সকলের পিতা: হাজী মোঃ নাজিম উদ্দীন। ৪। মোসাঃ আফসানা (রুনা) (জমির পরিমাণ-২২ শতাংশ) পিতা-হাজী মোঃ রমিজ উদ্দীন : ৫৮ শতাংশ। মৌজা: ব্রাহ্মণগাঁও, জেএল সাবেক-৪৫৩, আরএস-১০৩, এসএ ৬০, আরএস ৭৯, মহাল্লা- পূর্ব মেড্ডা, জোত নং-৬৩২, দাগ নং-আরএস-১৯৯, সিএস ও এসএ-১৭১। xyxy=(16,1216,251,1339)
feature-author-note: লেখক : সাংবাদিক xyxy=(1119,859,1186,870)
govt-body: যেহেতু নিম্ন তফসিলে উল্লেখিত আসামীর বিরুদ্ধে প্রকাশ্য পরোয়ানা জারী রহিয়াছে, ফৌজদারী কার্যবিধি ১৮৯৮ এর ৮৭ ধারা ও ৮৮ ধারার বিধান মোতাবেক উক্ত আসামীর বিরুদ্ধে এরূপ করা হইয়াছে। এবং অত্র আদালতে বিশ্বাস করিবার কারণ রহিয়াছে যে, অত্র আদালতে উক্ত আসামীর সোপর্দ/গ্রেফতার এড়াইবার জন্য পলাতক রহিয়াছে বা আত্মগোপন করিয়াছে এবং উক্ত আসামীর বিরুদ্ধে নিম্ন তফসিলে উল্লেখিত আসামীর নামের পার্শ্বে লিখিত মামলার বিচারের জন্য আদালত জারি করা হইল। নিম্নে যথা বিধি এম.এম.কোর্ট-১০, সংবাদ হাজির হইবার নির্দেশ দেওয়া যাইতেছে। অন্যথায় তাহার অনুপস্থিতিতেই বিচার কার্য সমাপ্ত করা হইবে। xyxy=(16,1421,251,1506)
ad-text: হারিয়েছে : আমি মোঃ মহসিন, আমার এস.এস.সি মূল নম্বরপত্র যার রোল- ১২৮৫৬৭, রেজি.- ২০১২৭৭১০৭৩, পাসের সন-২০২৩, রাজশাহী বোর্ড, বিজ্ঞান, মূল নম্বরপত্র হারিয়ে গিয়াছে। উল্লাপাড়া থানায় জিডি করা হইয়াছে। তাং ০৩-১১-২০২৫। xyxy=(275,725,381,835)
jump-line: ৩য় পৃষ্ঠার পর xyxy=(10,109,59,120)
qa-question: প্রশ্ন : আমার খুবই ঘনিষ্ঠ আত্মীয় তার কাছে কিছু টাকা আছে, সে আমাকে ব্যবসা করার জন্য টাকা দিচ্ছে কিন্তু আমার ব্যবসাটা এমন যে এখানে কত লাভ হচ্ছে তা সঠিকভাবে নির্ধারণ করা খুবই কঠিন। এমন অবস্থায় আমি যদি ইনসাফমতো লভ্যাংশ তাকে প্রদান করি এবং এটা কি জায়েজ হবে? যদি জায়েজ না হয় তাহলে সেটা জানার উপায় কী? xyxy=(660,277,919,341)
feature-paragraph: মানবজাতির হেদায়েতের জন্য আল্লাহ তায়ালা যুগে যুগে নবী-রাসূল প্রেরণ করেছেন। সর্বশেষ ও সর্বশ্রেষ্ঠ নবী হজরত মুহাম্মদ সা:-এর মাধ্যমে সে ধারার পরিসমাপ্তি ঘটেছে। তিনি উম্মতের জন্য রেখে গেছেন কুরআন ও সুন্নাহ— যা অনুসরণ করলে কেউ পথভ্রষ্ট হবে না। xyxy=(660,456,830,538)
mosque-illustration xyxy=(661,66,747,113)
headline-deshi-murgi: দেশী মুরগি চাষে স্বাবলম্বী xyxy=(430,1109,610,1131)
